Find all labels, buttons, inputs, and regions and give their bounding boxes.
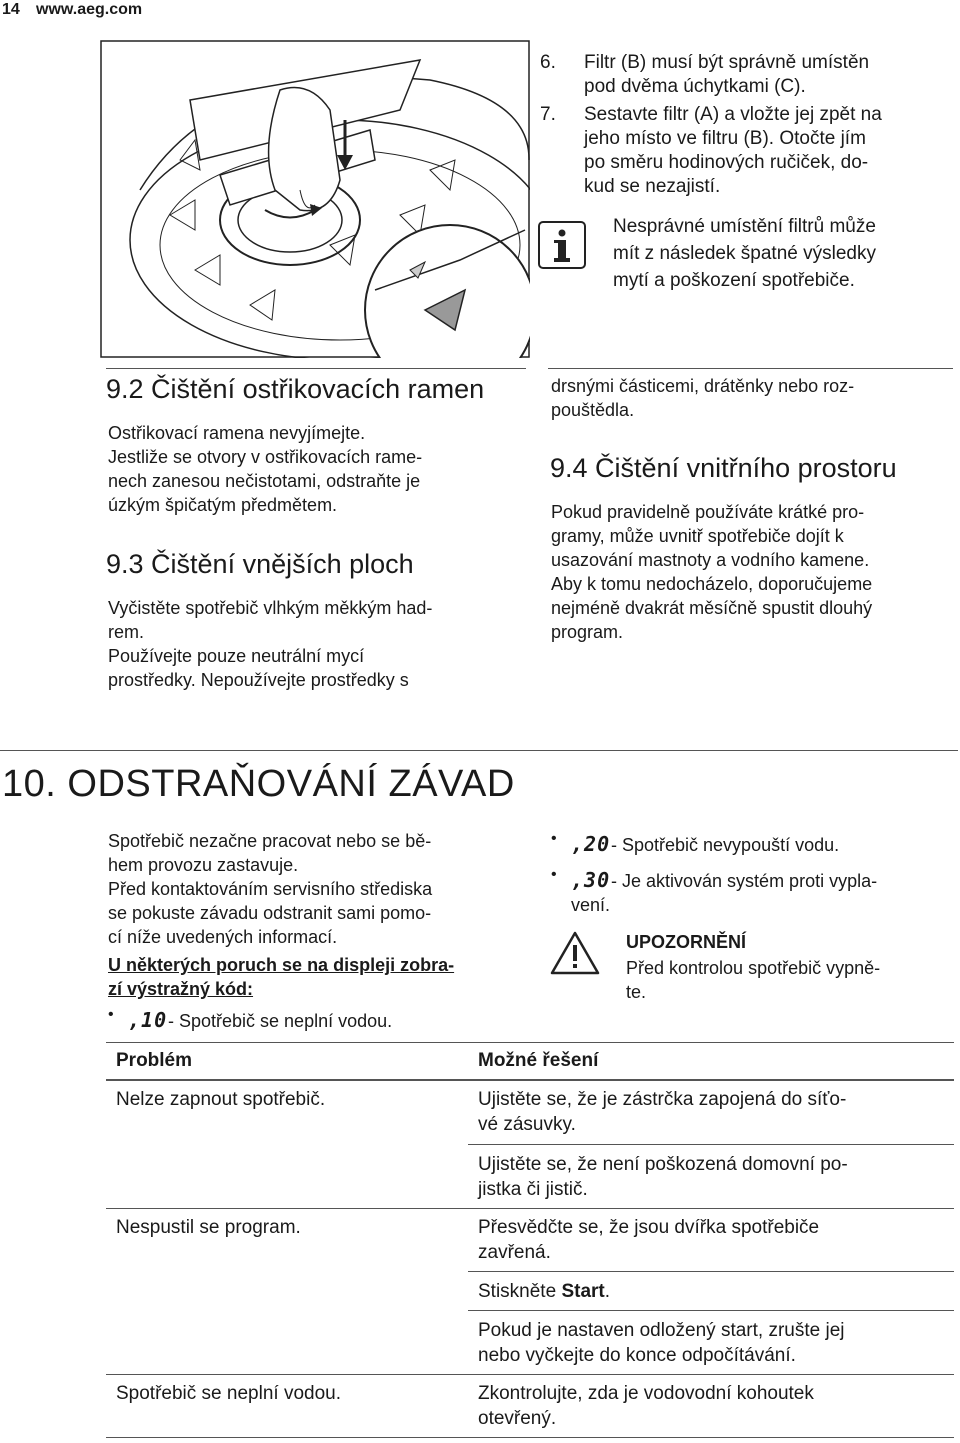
warning-line: te. bbox=[626, 982, 647, 1002]
step-text-line: pod dvěma úchytkami (C). bbox=[584, 76, 806, 97]
intro-line: Spotřebič nezačne pracovat nebo se bě- bbox=[108, 831, 432, 851]
table-cell-solution: zavřená. bbox=[478, 1242, 551, 1263]
code-description: - Spotřebič nevypouští vodu. bbox=[611, 835, 840, 855]
step-text-line: Sestavte filtr (A) a vložte jej zpět na bbox=[584, 104, 882, 125]
intro-line: cí níže uvedených informací. bbox=[108, 927, 338, 947]
table-header-rule bbox=[106, 1079, 954, 1081]
paragraph-line: drsnými částicemi, drátěnky nebo roz- bbox=[551, 376, 855, 396]
paragraph-line: úzkým špičatým předmětem. bbox=[108, 495, 338, 515]
page-number: 14 bbox=[2, 1, 20, 18]
table-cell-problem: Spotřebič se neplní vodou. bbox=[116, 1383, 341, 1404]
filter-illustration bbox=[100, 40, 530, 358]
warning-line: Před kontrolou spotřebič vypně- bbox=[626, 958, 881, 978]
table-cell-solution: jistka či jistič. bbox=[478, 1179, 588, 1200]
alarm-code-item bbox=[551, 830, 951, 858]
website-link[interactable]: www.aeg.com bbox=[36, 1, 143, 18]
step-text-line: po směru hodinových ručiček, do- bbox=[584, 152, 869, 173]
step-text-line: kud se nezajistí. bbox=[584, 176, 721, 197]
table-row-rule bbox=[106, 1208, 954, 1209]
step-number: 7. bbox=[540, 104, 556, 125]
code-description-cont: vení. bbox=[571, 895, 611, 915]
table-row-rule bbox=[468, 1271, 954, 1272]
start-button-label: Start bbox=[561, 1281, 605, 1302]
intro-line: se pokuste závadu odstranit sami pomo- bbox=[108, 903, 432, 923]
warning-note bbox=[548, 928, 953, 1008]
section-title-9-3: 9.3 Čištění vnějších ploch bbox=[106, 549, 414, 579]
display-code: ,20 bbox=[571, 832, 611, 856]
paragraph-line: pouštědla. bbox=[551, 400, 635, 420]
table-header-problem: Problém bbox=[116, 1050, 193, 1071]
note-line: Nesprávné umístění filtrů může bbox=[613, 216, 876, 237]
section-divider bbox=[548, 368, 953, 369]
note-line: mytí a poškození spotřebiče. bbox=[613, 270, 855, 291]
alarm-intro-line: zí výstražný kód: bbox=[108, 979, 254, 999]
alarm-intro-line: U některých poruch se na displeji zobra- bbox=[108, 955, 455, 975]
paragraph-line: program. bbox=[551, 622, 624, 642]
table-cell-solution: Ujistěte se, že není poškozená domovní po- bbox=[478, 1154, 848, 1175]
bullet: • bbox=[551, 830, 557, 847]
table-cell-solution: nebo vyčkejte do konce odpočítávání. bbox=[478, 1345, 796, 1366]
section-divider bbox=[106, 368, 526, 369]
paragraph-line: prostředky. Nepoužívejte prostředky s bbox=[108, 670, 409, 690]
info-icon bbox=[537, 220, 587, 270]
step-text-line: jeho místo ve filtru (B). Otočte jím bbox=[584, 128, 866, 149]
intro-line: Před kontaktováním servisního střediska bbox=[108, 879, 433, 899]
table-row-rule bbox=[468, 1144, 954, 1145]
filter-assembly-illustration bbox=[100, 40, 530, 358]
paragraph-line: Pokud pravidelně používáte krátké pro- bbox=[551, 502, 865, 522]
paragraph-line: nech zanesou nečistotami, odstraňte je bbox=[108, 471, 421, 491]
paragraph-line: Vyčistěte spotřebič vlhkým měkkým had- bbox=[108, 598, 433, 618]
info-note bbox=[535, 212, 955, 302]
section-title-9-4: 9.4 Čištění vnitřního prostoru bbox=[550, 453, 897, 483]
table-cell-solution bbox=[478, 1279, 610, 1304]
table-row-rule bbox=[468, 1310, 954, 1311]
bullet: • bbox=[551, 866, 557, 883]
table-row-rule bbox=[106, 1374, 954, 1375]
table-cell-solution: Přesvědčte se, že jsou dvířka spotřebiče bbox=[478, 1217, 820, 1238]
paragraph-line: gramy, může uvnitř spotřebiče dojít k bbox=[551, 526, 844, 546]
step-number: 6. bbox=[540, 52, 556, 73]
table-cell-problem: Nelze zapnout spotřebič. bbox=[116, 1089, 326, 1110]
code-description: - Je aktivován systém proti vypla- bbox=[611, 871, 878, 891]
display-code: ,30 bbox=[571, 868, 611, 892]
warning-title: UPOZORNĚNÍ bbox=[626, 932, 747, 952]
warning-icon bbox=[550, 930, 600, 976]
paragraph-line: Používejte pouze neutrální mycí bbox=[108, 646, 365, 666]
table-cell-solution: Zkontrolujte, zda je vodovodní kohoutek bbox=[478, 1383, 814, 1404]
paragraph-line: Jestliže se otvory v ostřikovacích rame- bbox=[108, 447, 423, 467]
table-bottom-rule bbox=[106, 1437, 954, 1438]
chapter-title: 10. ODSTRAŇOVÁNÍ ZÁVAD bbox=[2, 763, 515, 805]
code-description: - Spotřebič se neplní vodou. bbox=[168, 1011, 393, 1031]
table-cell-solution: Pokud je nastaven odložený start, zrušte jej bbox=[478, 1320, 845, 1341]
table-cell-solution: Ujistěte se, že je zástrčka zapojená do síťo- bbox=[478, 1089, 847, 1110]
chapter-divider bbox=[0, 750, 958, 751]
table-header-solution: Možné řešení bbox=[478, 1050, 599, 1071]
step-text-line: Filtr (B) musí být správně umístěn bbox=[584, 52, 870, 73]
paragraph-line: Aby k tomu nedocházelo, doporučujeme bbox=[551, 574, 873, 594]
paragraph-line: rem. bbox=[108, 622, 144, 642]
table-cell-problem: Nespustil se program. bbox=[116, 1217, 301, 1238]
solution-text: . bbox=[604, 1281, 611, 1302]
section-title-9-2: 9.2 Čištění ostřikovacích ramen bbox=[106, 374, 485, 404]
display-code: ,10 bbox=[128, 1008, 168, 1032]
alarm-code-item bbox=[108, 1006, 528, 1034]
paragraph-line: usazování mastnoty a vodního kamene. bbox=[551, 550, 870, 570]
table-top-rule bbox=[106, 1042, 954, 1043]
table-cell-solution: vé zásuvky. bbox=[478, 1114, 576, 1135]
page-header bbox=[0, 0, 960, 26]
paragraph-line: Ostřikovací ramena nevyjímejte. bbox=[108, 423, 366, 443]
alarm-code-item bbox=[551, 866, 951, 918]
paragraph-line: nejméně dvakrát měsíčně spustit dlouhý bbox=[551, 598, 873, 618]
intro-line: hem provozu zastavuje. bbox=[108, 855, 299, 875]
table-cell-solution: otevřený. bbox=[478, 1408, 557, 1429]
bullet: • bbox=[108, 1006, 114, 1023]
solution-text: Stiskněte bbox=[478, 1281, 562, 1302]
note-line: mít z následek špatné výsledky bbox=[613, 243, 876, 264]
